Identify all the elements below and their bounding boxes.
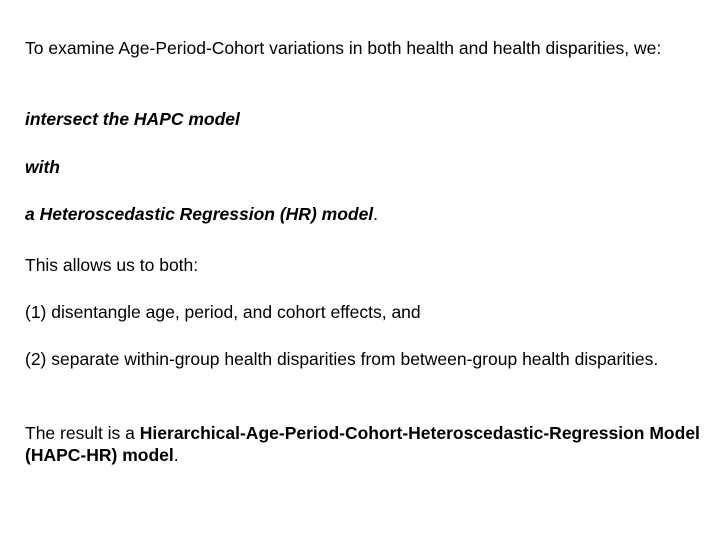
intersect-line: intersect the HAPC model [25, 109, 240, 129]
result-text [25, 422, 705, 466]
hr-model-line [25, 203, 705, 225]
hr-model-period: . [373, 204, 379, 224]
intro-text: To examine Age-Period-Cohort variations in both health and health disparities, we: [25, 38, 662, 58]
result-suffix: . [173, 445, 179, 465]
result-prefix: The result is a [25, 423, 140, 443]
list-item-2: (2) separate within-group health disparities from between-group health disparities. [25, 349, 659, 369]
allows-text: This allows us to both: [25, 255, 199, 275]
with-line: with [25, 157, 60, 177]
list-item-1: (1) disentangle age, period, and cohort effects, and [25, 302, 421, 322]
hr-model-text: a Heteroscedastic Regression (HR) model [25, 204, 374, 224]
result-model-name: Hierarchical-Age-Period-Cohort-Heteroscedastic-Regression Model (HAPC-HR) model [25, 423, 700, 465]
